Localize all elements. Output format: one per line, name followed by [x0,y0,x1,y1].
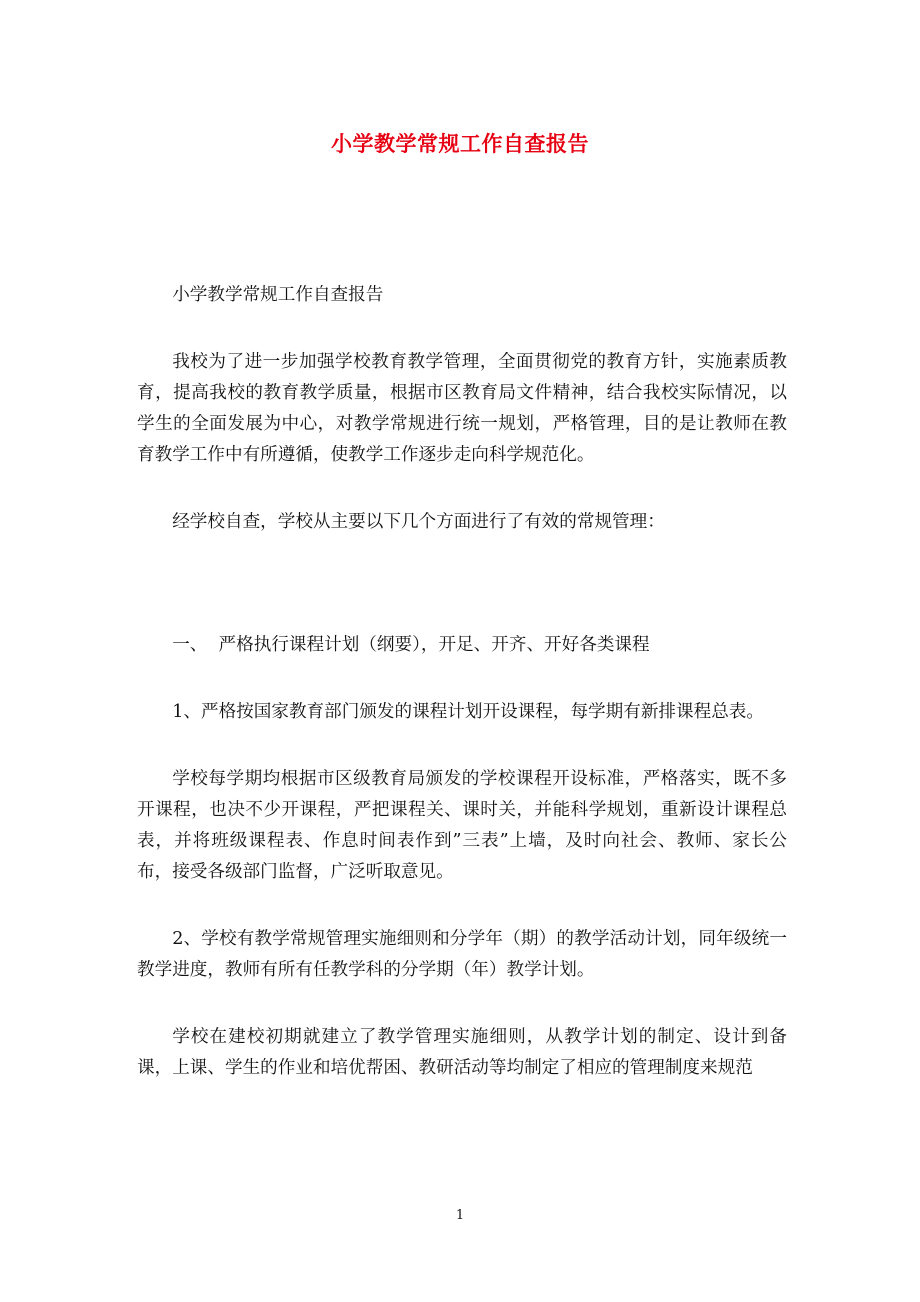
spacer [137,538,787,630]
item-1-detail-paragraph: 学校每学期均根据市区级教育局颁发的学校课程开设标准，严格落实，既不多开课程，也决不少开课程，严把课程关、课时关，并能科学规划，重新设计课程总表，并将班级课程表、作息时间表作到”三表”上墙，及时向社会、教师、家长公布，接受各级部门监督，广泛听取意见。 [137,769,787,882]
spacer [137,311,787,347]
check-paragraph: 经学校自查，学校从主要以下几个方面进行了有效的常规管理： [172,512,665,532]
intro-paragraph: 我校为了进一步加强学校教育教学管理，全面贯彻党的教育方针，实施素质教育，提高我校的教育教学质量，根据市区教育局文件精神，结合我校实际情况，以学生的全面发展为中心，对教学常规进行统一规划，严格管理，目的是让教师在教育教学工作中有所遵循，使教学工作逐步走向科学规范化。 [137,352,787,465]
spacer [137,471,787,507]
subtitle-paragraph: 小学教学常规工作自查报告 [172,285,384,305]
section-1-heading: 一、 严格执行课程计划（纲要），开足、开齐、开好各类课程 [172,635,650,655]
item-1-paragraph: 1、严格按国家教育部门颁发的课程计划开设课程，每学期有新排课程总表。 [172,702,764,722]
spacer [137,661,787,697]
page-number: 1 [455,1208,465,1223]
spacer [137,986,787,1022]
document-body [137,280,787,1084]
item-2-paragraph: 2、学校有教学常规管理实施细则和分学年（期）的教学活动计划，同年级统一教学进度，教师有所有任教学科的分学期（年）教学计划。 [137,929,787,980]
document-title: 小学教学常规工作自查报告 [331,131,589,156]
item-2-detail-paragraph: 学校在建校初期就建立了教学管理实施细则，从教学计划的制定、设计到备课，上课、学生的作业和培优帮困、教研活动等均制定了相应的管理制度来规范 [137,1027,787,1078]
spacer [137,728,787,764]
spacer [137,888,787,924]
